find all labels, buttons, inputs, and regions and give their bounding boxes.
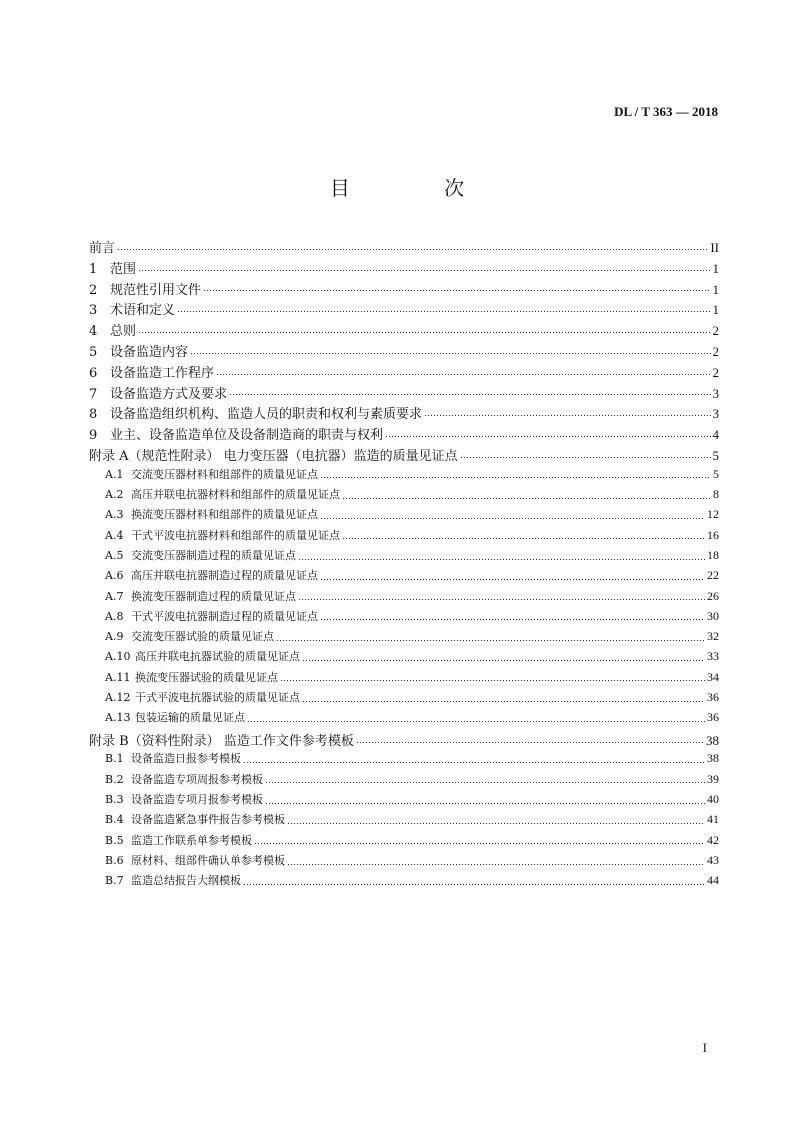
toc-leader-dots (254, 843, 705, 844)
toc-leader-dots (320, 619, 705, 620)
toc-entry-page: 18 (707, 547, 719, 562)
toc-leader-dots (138, 332, 710, 333)
toc-entry[interactable] (89, 832, 719, 852)
toc-entry-label: 监造总结报告大纲模板 (131, 874, 241, 888)
toc-entry-number: B.6 (105, 853, 124, 867)
toc-entry[interactable] (89, 750, 719, 770)
toc-entry-page: 34 (707, 669, 719, 684)
toc-entry-number: A.2 (105, 488, 124, 502)
toc-entry-label: 交流变压器材料和组部件的质量见证点 (131, 467, 318, 481)
toc-entry-label: 附录 A（规范性附录） 电力变压器（电抗器）监造的质量见证点 (89, 448, 458, 464)
toc-entry-page: 12 (707, 507, 719, 522)
toc-entry-label: 附录 B（资料性附录） 监造工作文件参考模板 (89, 733, 354, 749)
table-of-contents (89, 237, 719, 893)
toc-entry-number: A.12 (105, 691, 131, 705)
toc-entry-label: 换流变压器制造过程的质量见证点 (131, 589, 296, 603)
toc-entry-page: 1 (712, 302, 719, 318)
toc-entry[interactable] (89, 320, 719, 341)
toc-entry-number: B.2 (105, 772, 124, 786)
toc-leader-dots (320, 579, 705, 580)
page-number: I (702, 1040, 707, 1055)
toc-entry[interactable] (89, 527, 719, 547)
toc-entry-number: 4 (89, 324, 98, 340)
toc-leader-dots (302, 660, 705, 661)
toc-entry-number: 1 (89, 261, 98, 277)
toc-entry-page: 16 (707, 527, 719, 542)
toc-leader-dots (243, 762, 705, 763)
toc-entry[interactable] (89, 424, 719, 445)
toc-entry-label: 总则 (110, 324, 137, 340)
toc-entry-number: B.4 (105, 813, 124, 827)
toc-entry-page: 30 (707, 608, 719, 623)
toc-leader-dots (302, 701, 705, 702)
toc-entry[interactable] (89, 730, 719, 751)
toc-entry-number: 8 (89, 407, 98, 423)
toc-entry-page: 36 (707, 710, 719, 725)
toc-entry-label: 交流变压器试验的质量见证点 (131, 630, 274, 644)
toc-leader-dots (203, 290, 710, 291)
toc-entry[interactable] (89, 608, 719, 628)
toc-entry-page: 22 (707, 568, 719, 583)
toc-entry-number: 3 (89, 303, 98, 319)
toc-entry[interactable] (89, 689, 719, 709)
toc-entry-number: A.8 (105, 609, 124, 623)
toc-entry-label: 设备监造专项月报参考模板 (131, 793, 263, 807)
toc-leader-dots (177, 311, 710, 312)
toc-entry[interactable] (89, 669, 719, 689)
toc-entry-label: 干式平波电抗器材料和组部件的质量见证点 (131, 528, 340, 542)
toc-entry-label: 高压并联电抗器制造过程的质量见证点 (131, 569, 318, 583)
toc-entry-label: 设备监造方式及要求 (110, 386, 228, 402)
toc-entry[interactable] (89, 811, 719, 831)
toc-entry[interactable] (89, 237, 719, 258)
toc-entry-page: 1 (712, 260, 719, 276)
toc-entry-label: 干式平波电抗器试验的质量见证点 (135, 691, 300, 705)
toc-entry[interactable] (89, 383, 719, 404)
toc-entry-page: 5 (713, 466, 719, 481)
toc-entry[interactable] (89, 445, 719, 466)
toc-entry-label: 换流变压器试验的质量见证点 (135, 670, 278, 684)
toc-leader-dots (342, 538, 705, 539)
toc-entry-page: 2 (712, 343, 719, 359)
toc-leader-dots (298, 559, 705, 560)
toc-entry-label: 规范性引用文件 (110, 282, 202, 298)
document-code: DL / T 363 — 2018 (614, 104, 718, 119)
toc-entry-number: A.5 (105, 548, 124, 562)
page-title: 目 次 (329, 176, 509, 200)
toc-entry[interactable] (89, 299, 719, 320)
toc-entry-label: 包装运输的质量见证点 (135, 711, 245, 725)
toc-entry-page: 26 (707, 588, 719, 603)
toc-entry-page: II (710, 240, 719, 255)
toc-entry[interactable] (89, 258, 719, 279)
toc-entry[interactable] (89, 362, 719, 383)
toc-leader-dots (287, 823, 705, 824)
toc-leader-dots (229, 394, 710, 395)
toc-entry-label: 设备监造紧急事件报告参考模板 (131, 813, 285, 827)
toc-entry-label: 设备监造日报参考模板 (131, 752, 241, 766)
toc-entry-number: B.5 (105, 833, 124, 847)
toc-entry-number: 5 (89, 344, 98, 360)
toc-entry-page: 42 (707, 832, 719, 847)
toc-entry-label: 换流变压器材料和组部件的质量见证点 (131, 508, 318, 522)
toc-entry-page: 32 (707, 629, 719, 644)
toc-entry-label: 高压并联电抗器材料和组部件的质量见证点 (131, 488, 340, 502)
toc-entry-label: 设备监造组织机构、监造人员的职责和权利与素质要求 (110, 407, 423, 423)
toc-entry-page: 38 (706, 732, 719, 748)
toc-entry-page: 43 (707, 852, 719, 867)
toc-leader-dots (243, 884, 705, 885)
toc-entry[interactable] (89, 547, 719, 567)
toc-entry-page: 2 (712, 323, 719, 339)
toc-leader-dots (216, 374, 710, 375)
toc-entry-page: 33 (707, 649, 719, 664)
toc-entry-number: A.11 (105, 670, 131, 684)
toc-entry[interactable] (89, 648, 719, 668)
toc-leader-dots (138, 270, 710, 271)
toc-entry-label: 术语和定义 (110, 303, 176, 319)
toc-entry-number: B.7 (105, 874, 124, 888)
toc-entry[interactable] (89, 466, 719, 486)
toc-entry-page: 44 (707, 873, 719, 888)
toc-entry[interactable] (89, 506, 719, 526)
toc-entry-page: 41 (707, 812, 719, 827)
toc-entry-label: 高压并联电抗器试验的质量见证点 (135, 650, 300, 664)
toc-entry[interactable] (89, 279, 719, 300)
toc-entry-label: 设备监造内容 (110, 344, 189, 360)
toc-entry-page: 39 (707, 771, 719, 786)
toc-entry-page: 8 (713, 487, 719, 502)
toc-entry-number: 6 (89, 365, 98, 381)
toc-entry-label: 设备监造专项周报参考模板 (131, 772, 263, 786)
toc-entry-page: 3 (712, 385, 719, 401)
toc-entry-number: 9 (89, 428, 98, 444)
toc-entry-page: 2 (712, 364, 719, 380)
toc-entry-page: 4 (712, 427, 719, 443)
toc-leader-dots (385, 436, 710, 437)
toc-leader-dots (298, 599, 705, 600)
toc-entry-label: 原材料、组部件确认单参考模板 (131, 853, 285, 867)
toc-entry[interactable] (89, 872, 719, 892)
toc-leader-dots (287, 864, 705, 865)
toc-entry-label: 干式平波电抗器制造过程的质量见证点 (131, 609, 318, 623)
toc-leader-dots (265, 803, 705, 804)
toc-leader-dots (276, 640, 705, 641)
toc-leader-dots (424, 415, 710, 416)
toc-entry[interactable] (89, 341, 719, 362)
toc-entry-label: 业主、设备监造单位及设备制造商的职责与权利 (110, 428, 384, 444)
toc-entry-page: 40 (707, 792, 719, 807)
toc-entry-number: A.3 (105, 508, 124, 522)
toc-entry-number: A.13 (105, 711, 131, 725)
toc-leader-dots (247, 721, 705, 722)
toc-entry[interactable] (89, 403, 719, 424)
toc-entry-number: A.6 (105, 569, 124, 583)
toc-entry-label: 范围 (110, 261, 137, 277)
toc-entry-label: 设备监造工作程序 (110, 365, 215, 381)
toc-entry-number: 7 (89, 386, 98, 402)
toc-entry-number: A.7 (105, 589, 124, 603)
toc-entry-page: 3 (712, 406, 719, 422)
toc-entry-page: 1 (712, 281, 719, 297)
toc-entry-number: A.4 (105, 528, 124, 542)
toc-entry[interactable] (89, 791, 719, 811)
toc-entry-number: A.9 (105, 630, 124, 644)
toc-entry[interactable] (89, 771, 719, 791)
toc-entry-number: A.1 (105, 467, 124, 481)
toc-entry[interactable] (89, 628, 719, 648)
toc-entry[interactable] (89, 567, 719, 587)
toc-entry-number: B.1 (105, 752, 124, 766)
toc-entry-number: A.10 (105, 650, 131, 664)
toc-entry-page: 36 (707, 690, 719, 705)
toc-entry[interactable] (89, 709, 719, 729)
toc-entry-label: 监造工作联系单参考模板 (131, 833, 252, 847)
toc-entry-number: 2 (89, 282, 98, 298)
toc-entry-label: 交流变压器制造过程的质量见证点 (131, 548, 296, 562)
toc-entry-page: 38 (707, 751, 719, 766)
toc-leader-dots (280, 680, 705, 681)
toc-entry-label: 前言 (89, 241, 116, 256)
toc-entry[interactable] (89, 486, 719, 506)
toc-entry-number: B.3 (105, 793, 124, 807)
toc-leader-dots (190, 353, 710, 354)
toc-entry[interactable] (89, 852, 719, 872)
toc-leader-dots (265, 782, 705, 783)
toc-leader-dots (356, 742, 704, 743)
toc-leader-dots (320, 477, 711, 478)
toc-entry-page: 5 (712, 447, 719, 463)
toc-leader-dots (320, 518, 705, 519)
toc-leader-dots (460, 457, 711, 458)
toc-entry[interactable] (89, 588, 719, 608)
toc-leader-dots (342, 498, 711, 499)
toc-leader-dots (117, 249, 708, 250)
